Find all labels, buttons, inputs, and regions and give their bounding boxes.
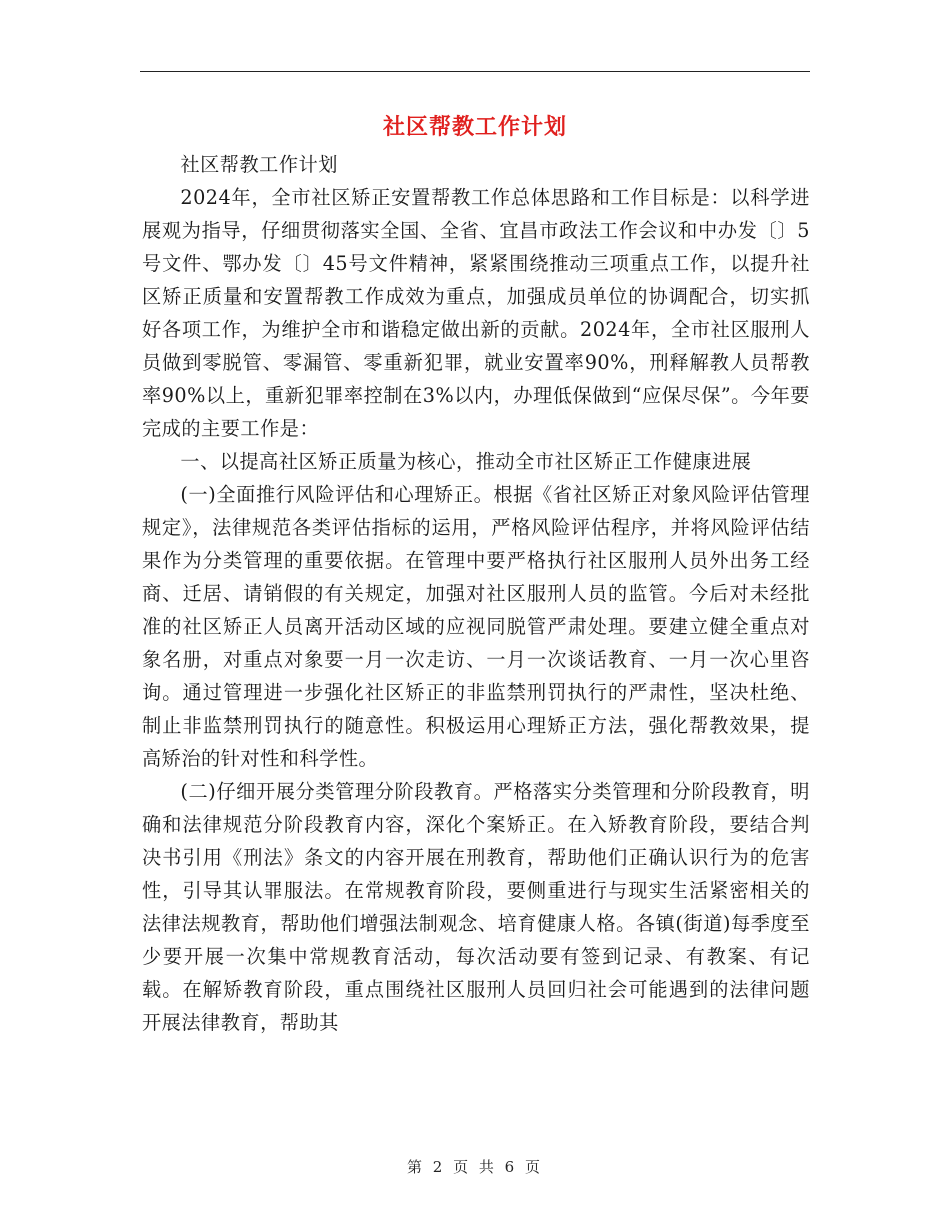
paragraph-intro: 2024年，全市社区矫正安置帮教工作总体思路和工作目标是：以科学进展观为指导，仔细贯彻落实全国、全省、宜昌市政法工作会议和中办发〔〕5号文件、鄂办发〔〕45号文件精神，紧紧围绕推动三项重点工作，以提升社区矫正质量和安置帮教工作成效为重点，加强成员单位的协调配合，切实抓好各项工作，为维护全市和谐稳定做出新的贡献。2024年，全市社区服刑人员做到零脱管、零漏管、零重新犯罪，就业安置率90%，刑释解教人员帮教率90%以上，重新犯罪率控制在3%以内，办理低保做到“应保尽保”。今年要完成的主要工作是：: [142, 186, 810, 440]
paragraph-item-1: (一)全面推行风险评估和心理矫正。根据《省社区矫正对象风险评估管理规定》，法律规范各类评估指标的运用，严格风险评估程序，并将风险评估结果作为分类管理的重要依据。在管理中要严格执行社区服刑人员外出务工经商、迁居、请销假的有关规定，加强对社区服刑人员的监管。今后对未经批准的社区矫正人员离开活动区域的应视同脱管严肃处理。要建立健全重点对象名册，对重点对象要一月一次走访、一月一次谈话教育、一月一次心里咨询。通过管理进一步强化社区矫正的非监禁刑罚执行的严肃性，坚决杜绝、制止非监禁刑罚执行的随意性。积极运用心理矫正方法，强化帮教效果，提高矫治的针对性和科学性。: [142, 483, 810, 770]
paragraph-section-heading: 一、以提高社区矫正质量为核心，推动全市社区矫正工作健康进展: [180, 450, 752, 473]
paragraph-subtitle: 社区帮教工作计划: [180, 153, 338, 176]
header-rule: [140, 71, 810, 72]
document-body: [142, 148, 810, 1039]
paragraph-item-2: (二)仔细开展分类管理分阶段教育。严格落实分类管理和分阶段教育，明确和法律规范分阶段教育内容，深化个案矫正。在入矫教育阶段，要结合判决书引用《刑法》条文的内容开展在刑教育，帮助他们正确认识行为的危害性，引导其认罪服法。在常规教育阶段，要侧重进行与现实生活紧密相关的法律法规教育，帮助他们增强法制观念、培育健康人格。各镇(街道)每季度至少要开展一次集中常规教育活动，每次活动要有签到记录、有教案、有记载。在解矫教育阶段，重点围绕社区服刑人员回归社会可能遇到的法律问题开展法律教育，帮助其: [142, 780, 810, 1034]
document-title: 社区帮教工作计划: [382, 114, 567, 140]
page-number: 第 2 页 共 6 页: [407, 1158, 543, 1176]
